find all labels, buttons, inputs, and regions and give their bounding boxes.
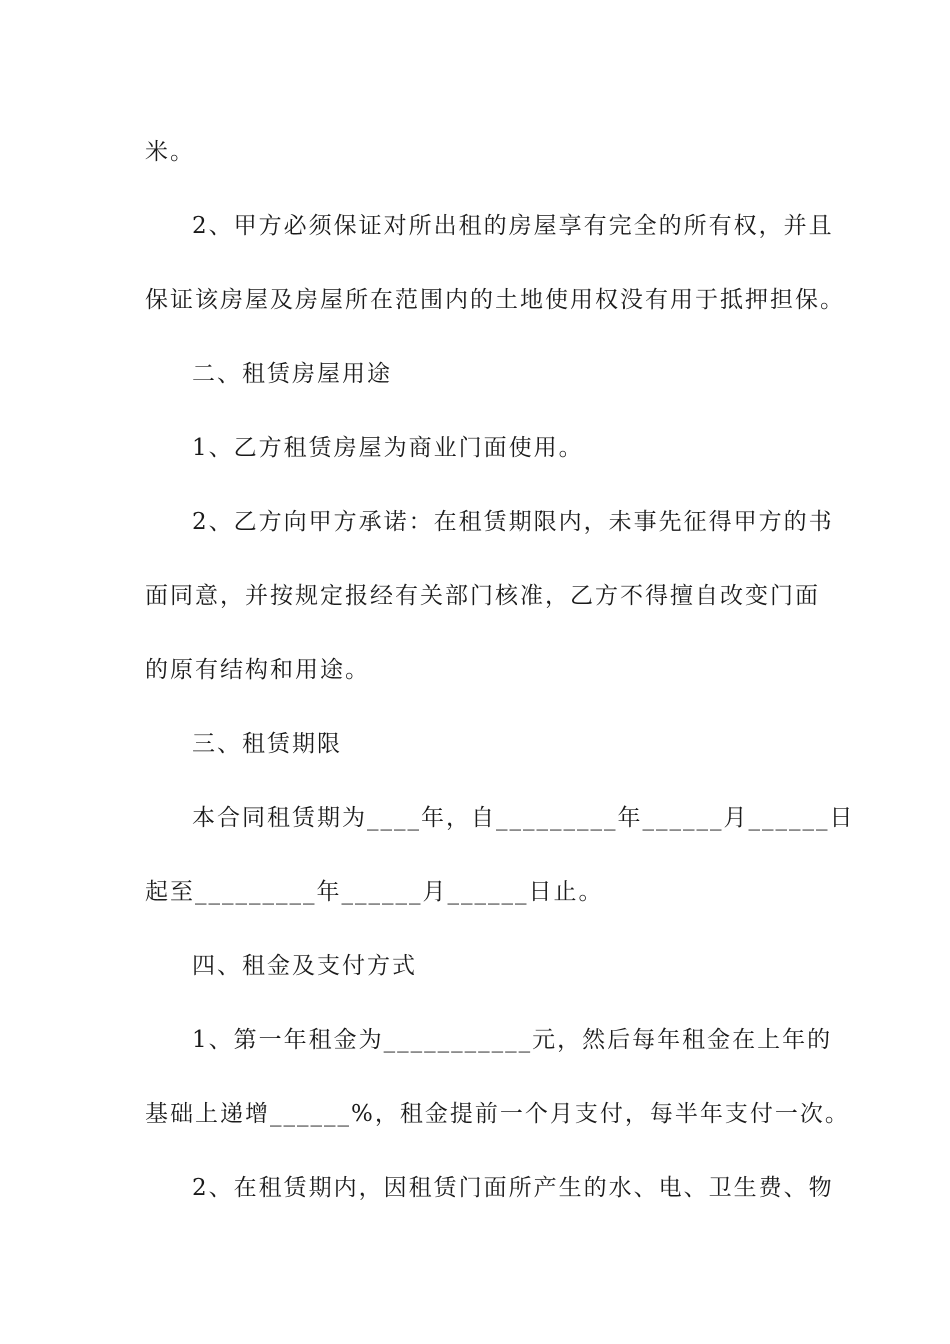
text-line: 2、甲方必须保证对所出租的房屋享有完全的所有权，并且 <box>192 213 834 239</box>
text-line: 1、乙方租赁房屋为商业门面使用。 <box>192 435 584 461</box>
text-line: 1、第一年租金为___________元，然后每年租金在上年的 <box>192 1027 833 1053</box>
text-line: 本合同租赁期为____年，自_________年______月______日 <box>192 805 855 831</box>
text-line: 起至_________年______月______日止。 <box>145 879 604 905</box>
section-heading: 三、租赁期限 <box>192 731 342 757</box>
text-line: 的原有结构和用途。 <box>145 657 370 683</box>
text-line: 2、在租赁期内，因租赁门面所产生的水、电、卫生费、物 <box>192 1175 834 1201</box>
section-heading: 二、租赁房屋用途 <box>192 361 392 387</box>
text-line: 2、乙方向甲方承诺：在租赁期限内，未事先征得甲方的书 <box>192 509 834 535</box>
text-line: 基础上递增______%，租金提前一个月支付，每半年支付一次。 <box>145 1101 850 1127</box>
text-line: 米。 <box>145 139 195 165</box>
section-heading: 四、租金及支付方式 <box>192 953 417 979</box>
text-line: 保证该房屋及房屋所在范围内的土地使用权没有用于抵押担保。 <box>145 287 845 313</box>
text-line: 面同意，并按规定报经有关部门核准，乙方不得擅自改变门面 <box>145 583 820 609</box>
